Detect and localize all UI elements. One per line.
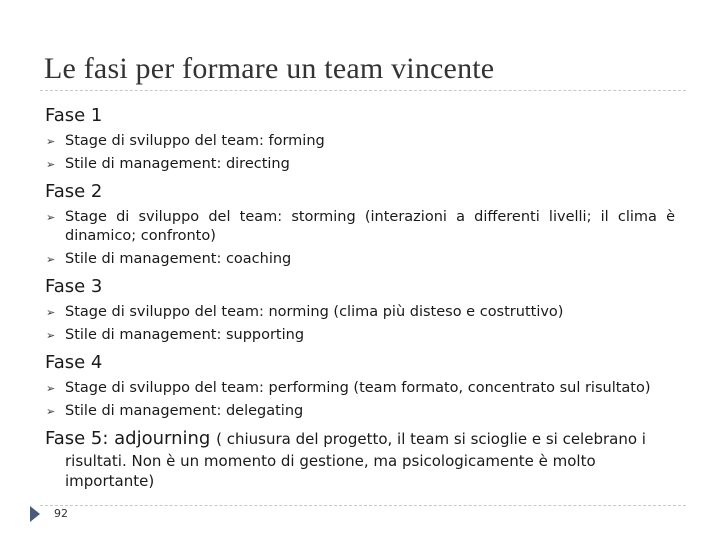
list-item — [45, 326, 675, 345]
bullet-text: Stile di management: coaching — [65, 251, 292, 267]
list-item — [45, 379, 675, 398]
phase-3 — [45, 275, 675, 345]
title-divider — [40, 90, 686, 91]
bullet-text: Stage di sviluppo del team: performing (team formato, concentrato sul risultato) — [65, 380, 651, 396]
phase-5-description-continued: risultati. Non è un momento di gestione, ma psicologicamente è molto importante) — [65, 452, 596, 490]
list-item — [45, 208, 675, 246]
footer-triangle-icon — [30, 506, 40, 522]
list-item — [45, 250, 675, 269]
arrowhead-bullet-icon: ➢ — [46, 135, 56, 148]
bullet-text: Stile di management: supporting — [65, 327, 305, 343]
bullet-text: Stage di sviluppo del team: forming — [65, 133, 325, 149]
phase-heading: Fase 3 — [45, 276, 103, 297]
phase-heading: Fase 5: adjourning — [45, 428, 211, 449]
phase-1 — [45, 104, 675, 174]
list-item — [45, 155, 675, 174]
arrowhead-bullet-icon: ➢ — [46, 306, 56, 319]
bullet-text: Stage di sviluppo del team: storming (interazioni a differenti livelli; il clima è dinamico; confronto) — [65, 209, 675, 244]
list-item — [45, 303, 675, 322]
arrowhead-bullet-icon: ➢ — [46, 253, 56, 266]
bullet-list — [45, 379, 675, 421]
footer-divider — [40, 505, 686, 506]
phase-heading: Fase 4 — [45, 352, 103, 373]
list-item — [45, 402, 675, 421]
phase-5-description: ( chiusura del progetto, il team si scioglie e si celebrano i — [216, 430, 646, 448]
arrowhead-bullet-icon: ➢ — [46, 329, 56, 342]
bullet-list — [45, 303, 675, 345]
phase-5 — [45, 427, 675, 491]
slide-title: Le fasi per formare un team vincente — [44, 52, 495, 85]
bullet-list — [45, 208, 675, 269]
phase-2 — [45, 180, 675, 269]
phase-heading: Fase 2 — [45, 181, 103, 202]
list-item — [45, 132, 675, 151]
slide-content — [45, 104, 675, 491]
phase-4 — [45, 351, 675, 421]
arrowhead-bullet-icon: ➢ — [46, 405, 56, 418]
bullet-text: Stile di management: delegating — [65, 403, 304, 419]
arrowhead-bullet-icon: ➢ — [46, 158, 56, 171]
bullet-text: Stile di management: directing — [65, 156, 290, 172]
arrowhead-bullet-icon: ➢ — [46, 211, 56, 224]
phase-heading: Fase 1 — [45, 105, 103, 126]
page-number: 92 — [54, 507, 68, 520]
arrowhead-bullet-icon: ➢ — [46, 382, 56, 395]
bullet-list — [45, 132, 675, 174]
bullet-text: Stage di sviluppo del team: norming (clima più disteso e costruttivo) — [65, 304, 564, 320]
